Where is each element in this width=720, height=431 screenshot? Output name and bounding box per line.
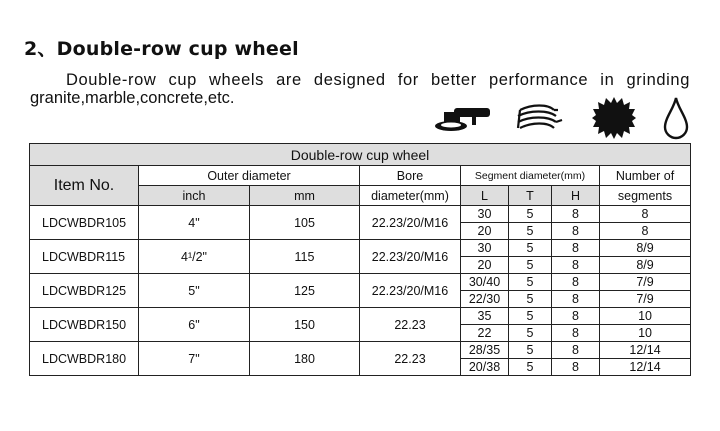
- spec-table: [29, 143, 691, 376]
- header-segment-diameter: Segment diameter(mm): [461, 166, 600, 186]
- seg-H: 8: [552, 223, 600, 240]
- item-no: LDCWBDR150: [30, 308, 139, 342]
- header-number-line1: Number of: [600, 166, 691, 186]
- description-line-2: granite,marble,concrete,etc.: [30, 89, 235, 107]
- seg-T: 5: [509, 274, 552, 291]
- seg-count: 10: [600, 308, 691, 325]
- seg-L: 30/40: [461, 274, 509, 291]
- inch-value: 5": [139, 274, 250, 308]
- seg-count: 10: [600, 325, 691, 342]
- seg-L: 28/35: [461, 342, 509, 359]
- seg-H: 8: [552, 257, 600, 274]
- header-H: H: [552, 186, 600, 206]
- seg-T: 5: [509, 240, 552, 257]
- mm-value: 180: [250, 342, 360, 376]
- mm-value: 105: [250, 206, 360, 240]
- seg-L: 22: [461, 325, 509, 342]
- seg-count: 8: [600, 223, 691, 240]
- table-row: [30, 240, 691, 257]
- seg-count: 8/9: [600, 240, 691, 257]
- bore-value: 22.23/20/M16: [360, 240, 461, 274]
- application-icons: [426, 96, 696, 140]
- seg-H: 8: [552, 274, 600, 291]
- bore-value: 22.23: [360, 308, 461, 342]
- header-outer-diameter: Outer diameter: [139, 166, 360, 186]
- seg-T: 5: [509, 308, 552, 325]
- header-bore-line2: diameter(mm): [360, 186, 461, 206]
- description-line-1: Double-row cup wheels are designed for better performance in grinding: [66, 71, 690, 89]
- header-mm: mm: [250, 186, 360, 206]
- seg-L: 30: [461, 206, 509, 223]
- mm-value: 115: [250, 240, 360, 274]
- header-number-line2: segments: [600, 186, 691, 206]
- angle-grinder-icon: [434, 102, 494, 136]
- seg-L: 35: [461, 308, 509, 325]
- seg-count: 12/14: [600, 359, 691, 376]
- seg-H: 8: [552, 308, 600, 325]
- seg-T: 5: [509, 291, 552, 308]
- header-inch: inch: [139, 186, 250, 206]
- bore-value: 22.23/20/M16: [360, 206, 461, 240]
- inch-value: 7": [139, 342, 250, 376]
- bore-value: 22.23: [360, 342, 461, 376]
- table-row: [30, 206, 691, 223]
- seg-L: 30: [461, 240, 509, 257]
- seg-H: 8: [552, 359, 600, 376]
- seg-T: 5: [509, 325, 552, 342]
- mm-value: 125: [250, 274, 360, 308]
- seg-count: 7/9: [600, 291, 691, 308]
- seg-H: 8: [552, 291, 600, 308]
- table-row: [30, 308, 691, 325]
- seg-L: 20: [461, 257, 509, 274]
- header-L: L: [461, 186, 509, 206]
- inch-value: 6": [139, 308, 250, 342]
- seg-count: 7/9: [600, 274, 691, 291]
- header-T: T: [509, 186, 552, 206]
- seg-H: 8: [552, 342, 600, 359]
- table-title: Double-row cup wheel: [30, 144, 691, 166]
- inch-value: 4": [139, 206, 250, 240]
- seg-count: 8: [600, 206, 691, 223]
- header-item-no: Item No.: [30, 166, 139, 206]
- seg-T: 5: [509, 342, 552, 359]
- seg-T: 5: [509, 359, 552, 376]
- seg-count: 8/9: [600, 257, 691, 274]
- seg-L: 22/30: [461, 291, 509, 308]
- seg-L: 20: [461, 223, 509, 240]
- mm-value: 150: [250, 308, 360, 342]
- bore-value: 22.23/20/M16: [360, 274, 461, 308]
- table-row: [30, 274, 691, 291]
- seg-T: 5: [509, 257, 552, 274]
- seg-T: 5: [509, 223, 552, 240]
- item-no: LDCWBDR180: [30, 342, 139, 376]
- inch-value: 4¹/2": [139, 240, 250, 274]
- seg-H: 8: [552, 206, 600, 223]
- coiled-rope-icon: [514, 102, 564, 134]
- item-no: LDCWBDR105: [30, 206, 139, 240]
- header-bore-line1: Bore: [360, 166, 461, 186]
- seg-count: 12/14: [600, 342, 691, 359]
- item-no: LDCWBDR115: [30, 240, 139, 274]
- water-drop-icon: [662, 96, 690, 140]
- saw-blade-icon: [592, 96, 636, 140]
- seg-L: 20/38: [461, 359, 509, 376]
- seg-H: 8: [552, 240, 600, 257]
- table-row: [30, 342, 691, 359]
- seg-T: 5: [509, 206, 552, 223]
- item-no: LDCWBDR125: [30, 274, 139, 308]
- section-heading: 2、Double-row cup wheel: [24, 38, 299, 60]
- seg-H: 8: [552, 325, 600, 342]
